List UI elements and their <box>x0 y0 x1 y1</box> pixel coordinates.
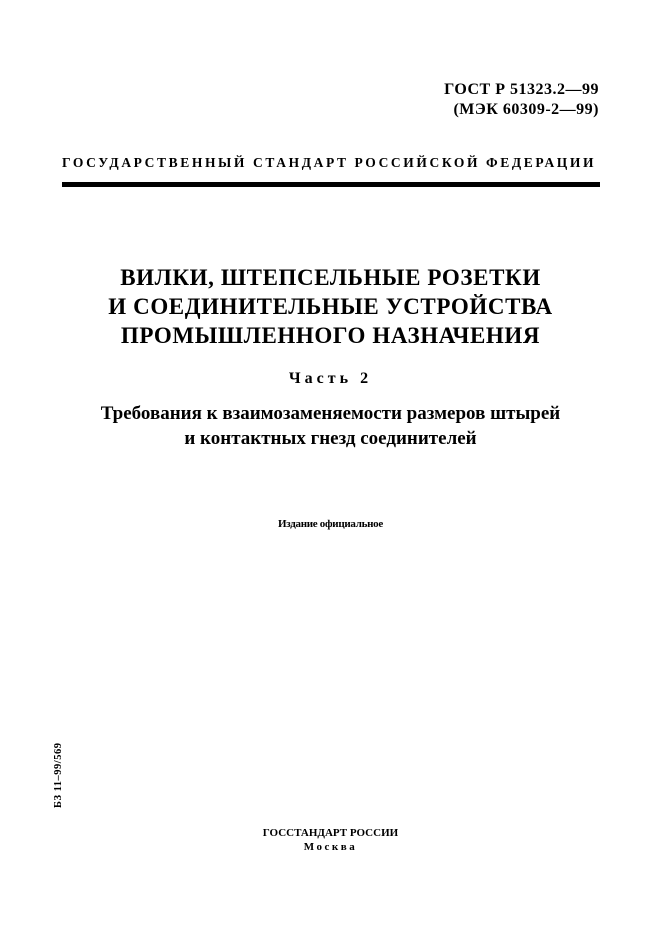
publisher-city: Москва <box>303 841 358 853</box>
part-number: Часть 2 <box>288 370 373 387</box>
title-line-3: ПРОМЫШЛЕННОГО НАЗНАЧЕНИЯ <box>120 323 541 348</box>
subtitle-line-2: и контактных гнезд соединителей <box>184 428 477 449</box>
subtitle-line-1: Требования к взаимозаменяемости размеров штырей <box>100 403 561 424</box>
publisher-block <box>0 826 661 854</box>
official-edition-label: Издание официальное <box>278 518 383 530</box>
state-standard-heading: ГОСУДАРСТВЕННЫЙ СТАНДАРТ РОССИЙСКОЙ ФЕДЕРАЦИИ <box>62 155 597 170</box>
standard-designation <box>444 80 599 120</box>
document-title <box>0 263 661 350</box>
title-line-1: ВИЛКИ, ШТЕПСЕЛЬНЫЕ РОЗЕТКИ <box>120 265 541 290</box>
document-subtitle <box>0 401 661 451</box>
publisher-name: ГОССТАНДАРТ РОССИИ <box>262 827 399 839</box>
header-rule <box>62 182 600 187</box>
standard-number: ГОСТ Р 51323.2—99 <box>444 81 599 98</box>
iec-number: (МЭК 60309-2—99) <box>453 101 599 118</box>
title-line-2: И СОЕДИНИТЕЛЬНЫЕ УСТРОЙСТВА <box>108 294 553 319</box>
side-print-code: БЗ 11–99/569 <box>53 742 64 808</box>
